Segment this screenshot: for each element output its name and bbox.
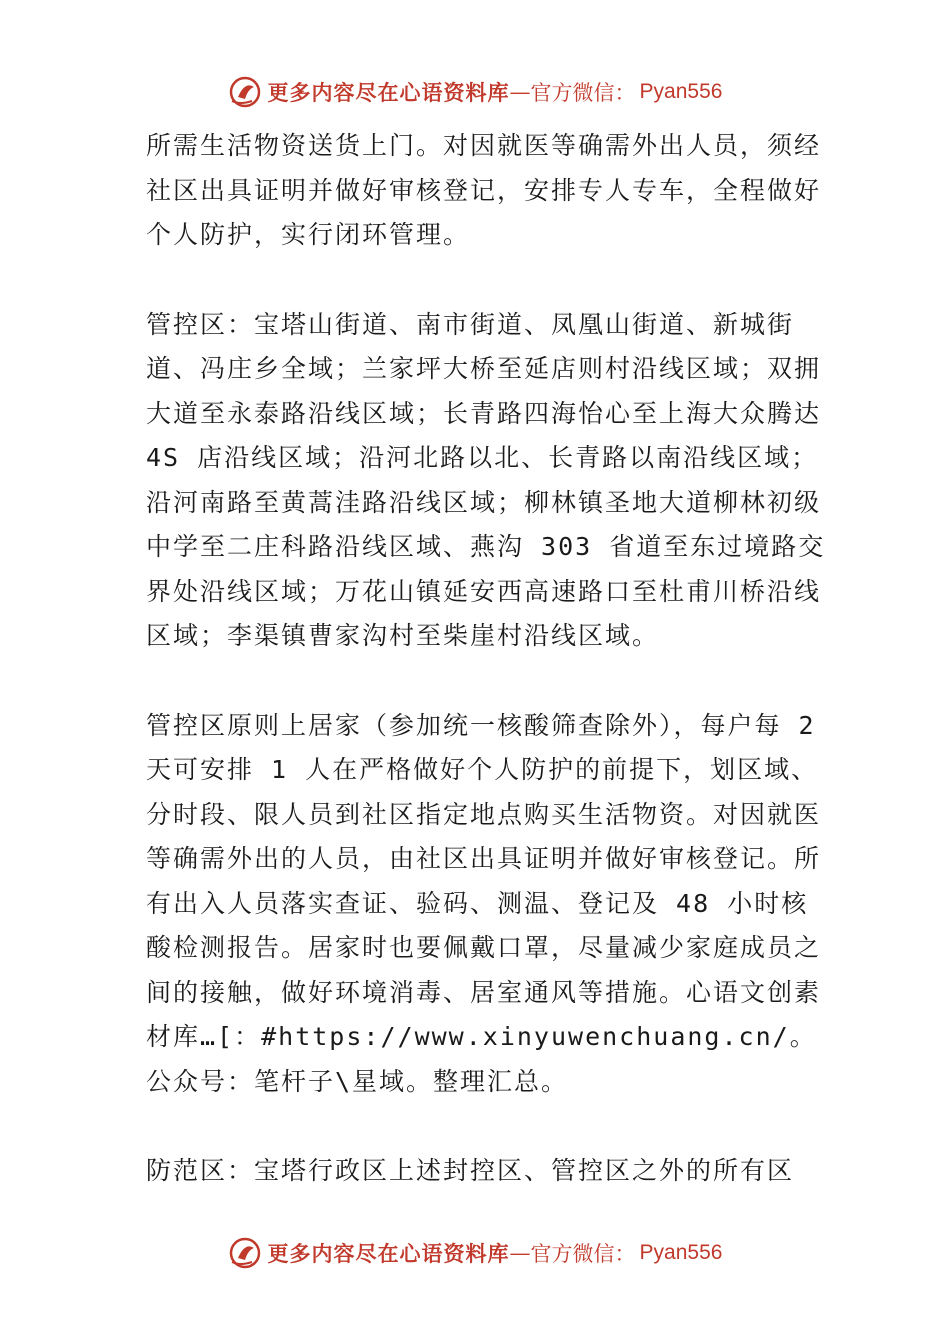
paragraph-control-zone: 管控区：宝塔山街道、南市街道、凤凰山街道、新城街道、冯庄乡全域；兰家坪大桥至延店则村沿线区域；双拥大道至永泰路沿线区域；长青路四海怡心至上海大众腾达 4S 店沿线区域；沿河北路以北、长青路以南沿线区域；沿河南路至黄蒿洼路沿线区域；柳林镇圣地大道柳林初级中学至二庄科路沿线区域、燕沟 303 省道至东过境路交界处沿线区域；万花山镇延安西高速路口至杜甫川桥沿线区域；李渠镇曹家沟村至柴崖村沿线区域。 [146,309,826,650]
paragraph-prevention-zone: 防范区：宝塔行政区上述封控区、管控区之外的所有区 [146,1156,795,1185]
logo-icon [228,1236,262,1270]
banner-separator: — [509,80,531,104]
banner-wechat-label: 官方微信： [530,81,636,105]
document-body [146,124,826,1239]
banner-separator: — [509,1241,531,1265]
banner-wechat-label: 官方微信： [530,1242,636,1266]
banner-wechat-id: Pyan556 [639,1241,723,1264]
banner-text: 更多内容尽在心语资料库 [267,1241,510,1266]
header-banner [0,72,950,112]
logo-icon [228,75,262,109]
footer-banner [0,1233,950,1273]
banner-wechat-id: Pyan556 [639,80,723,103]
paragraph-control-rules: 管控区原则上居家（参加统一核酸筛查除外），每户每 2 天可安排 1 人在严格做好个人防护的前提下，划区域、分时段、限人员到社区指定地点购买生活物资。对因就医等确需外出的人员，由社区出具证明并做好审核登记。所有出入人员落实查证、验码、测温、登记及 48 小时核酸检测报告。居家时也要佩戴口罩，尽量减少家庭成员之间的接触，做好环境消毒、居室通风等措施。心语文创素材库…[：#https://www.xinyuwenchuang.cn/。公众号：笔杆子\星域。整理汇总。 [146,710,822,1096]
banner-text: 更多内容尽在心语资料库 [267,80,510,105]
paragraph-continuation: 所需生活物资送货上门。对因就医等确需外出人员，须经社区出具证明并做好审核登记，安排专人专车，全程做好个人防护，实行闭环管理。 [146,131,822,249]
